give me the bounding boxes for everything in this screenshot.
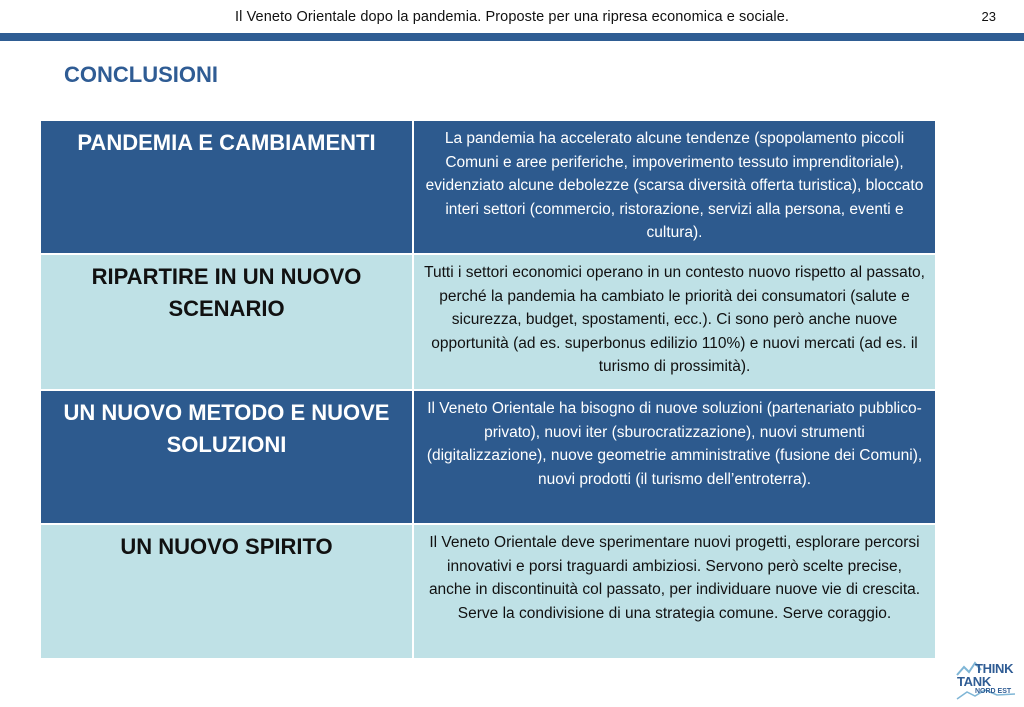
table-row	[41, 525, 935, 658]
page-number: 23	[981, 9, 996, 24]
table-row	[41, 391, 935, 523]
row-text: Il Veneto Orientale deve sperimentare nuovi progetti, esplorare percorsi innovativi e porsi traguardi ambiziosi. Servono però scelte precise, anche in discontinuità col passato, per individuare nuove vie di crescita. Serve la condivisione di una strategia comune. Serve coraggio.	[414, 525, 935, 658]
row-heading: UN NUOVO METODO E NUOVE SOLUZIONI	[41, 391, 412, 523]
row-text: La pandemia ha accelerato alcune tendenze (spopolamento piccoli Comuni e aree periferiche, impoverimento tessuto imprenditoriale), evidenziato alcune debolezze (scarsa diversità offerta turistica), bloccato interi settori (commercio, ristorazione, servizi alla persona, eventi e cultura).	[414, 121, 935, 253]
conclusions-table	[41, 121, 935, 660]
row-heading: RIPARTIRE IN UN NUOVO SCENARIO	[41, 255, 412, 389]
section-title: CONCLUSIONI	[64, 62, 218, 87]
header-rule	[0, 33, 1024, 41]
row-text: Il Veneto Orientale ha bisogno di nuove soluzioni (partenariato pubblico-privato), nuovi iter (sburocratizzazione), nuovi strumenti (digitalizzazione), nuove geometrie amministrative (fusione dei Comuni), nuovi prodotti (il turismo dell’entroterra).	[414, 391, 935, 523]
table-row	[41, 121, 935, 253]
logo-line-think: THINK	[975, 661, 1014, 676]
logo-line-tank: TANK	[957, 674, 991, 689]
header-title: Il Veneto Orientale dopo la pandemia. Proposte per una ripresa economica e sociale.	[235, 9, 789, 25]
table-row	[41, 255, 935, 389]
row-heading: PANDEMIA E CAMBIAMENTI	[41, 121, 412, 253]
think-tank-logo	[955, 661, 1017, 703]
row-heading: UN NUOVO SPIRITO	[41, 525, 412, 658]
logo-line-nord-est: NORD EST	[975, 688, 1012, 695]
row-text: Tutti i settori economici operano in un contesto nuovo rispetto al passato, perché la pandemia ha cambiato le priorità dei consumatori (salute e sicurezza, budget, spostamenti, ecc.). Ci sono però anche nuove opportunità (ad es. superbonus edilizio 110%) e nuovi mercati (ad es. il turismo di prossimità).	[414, 255, 935, 389]
slide-header	[0, 0, 1024, 36]
